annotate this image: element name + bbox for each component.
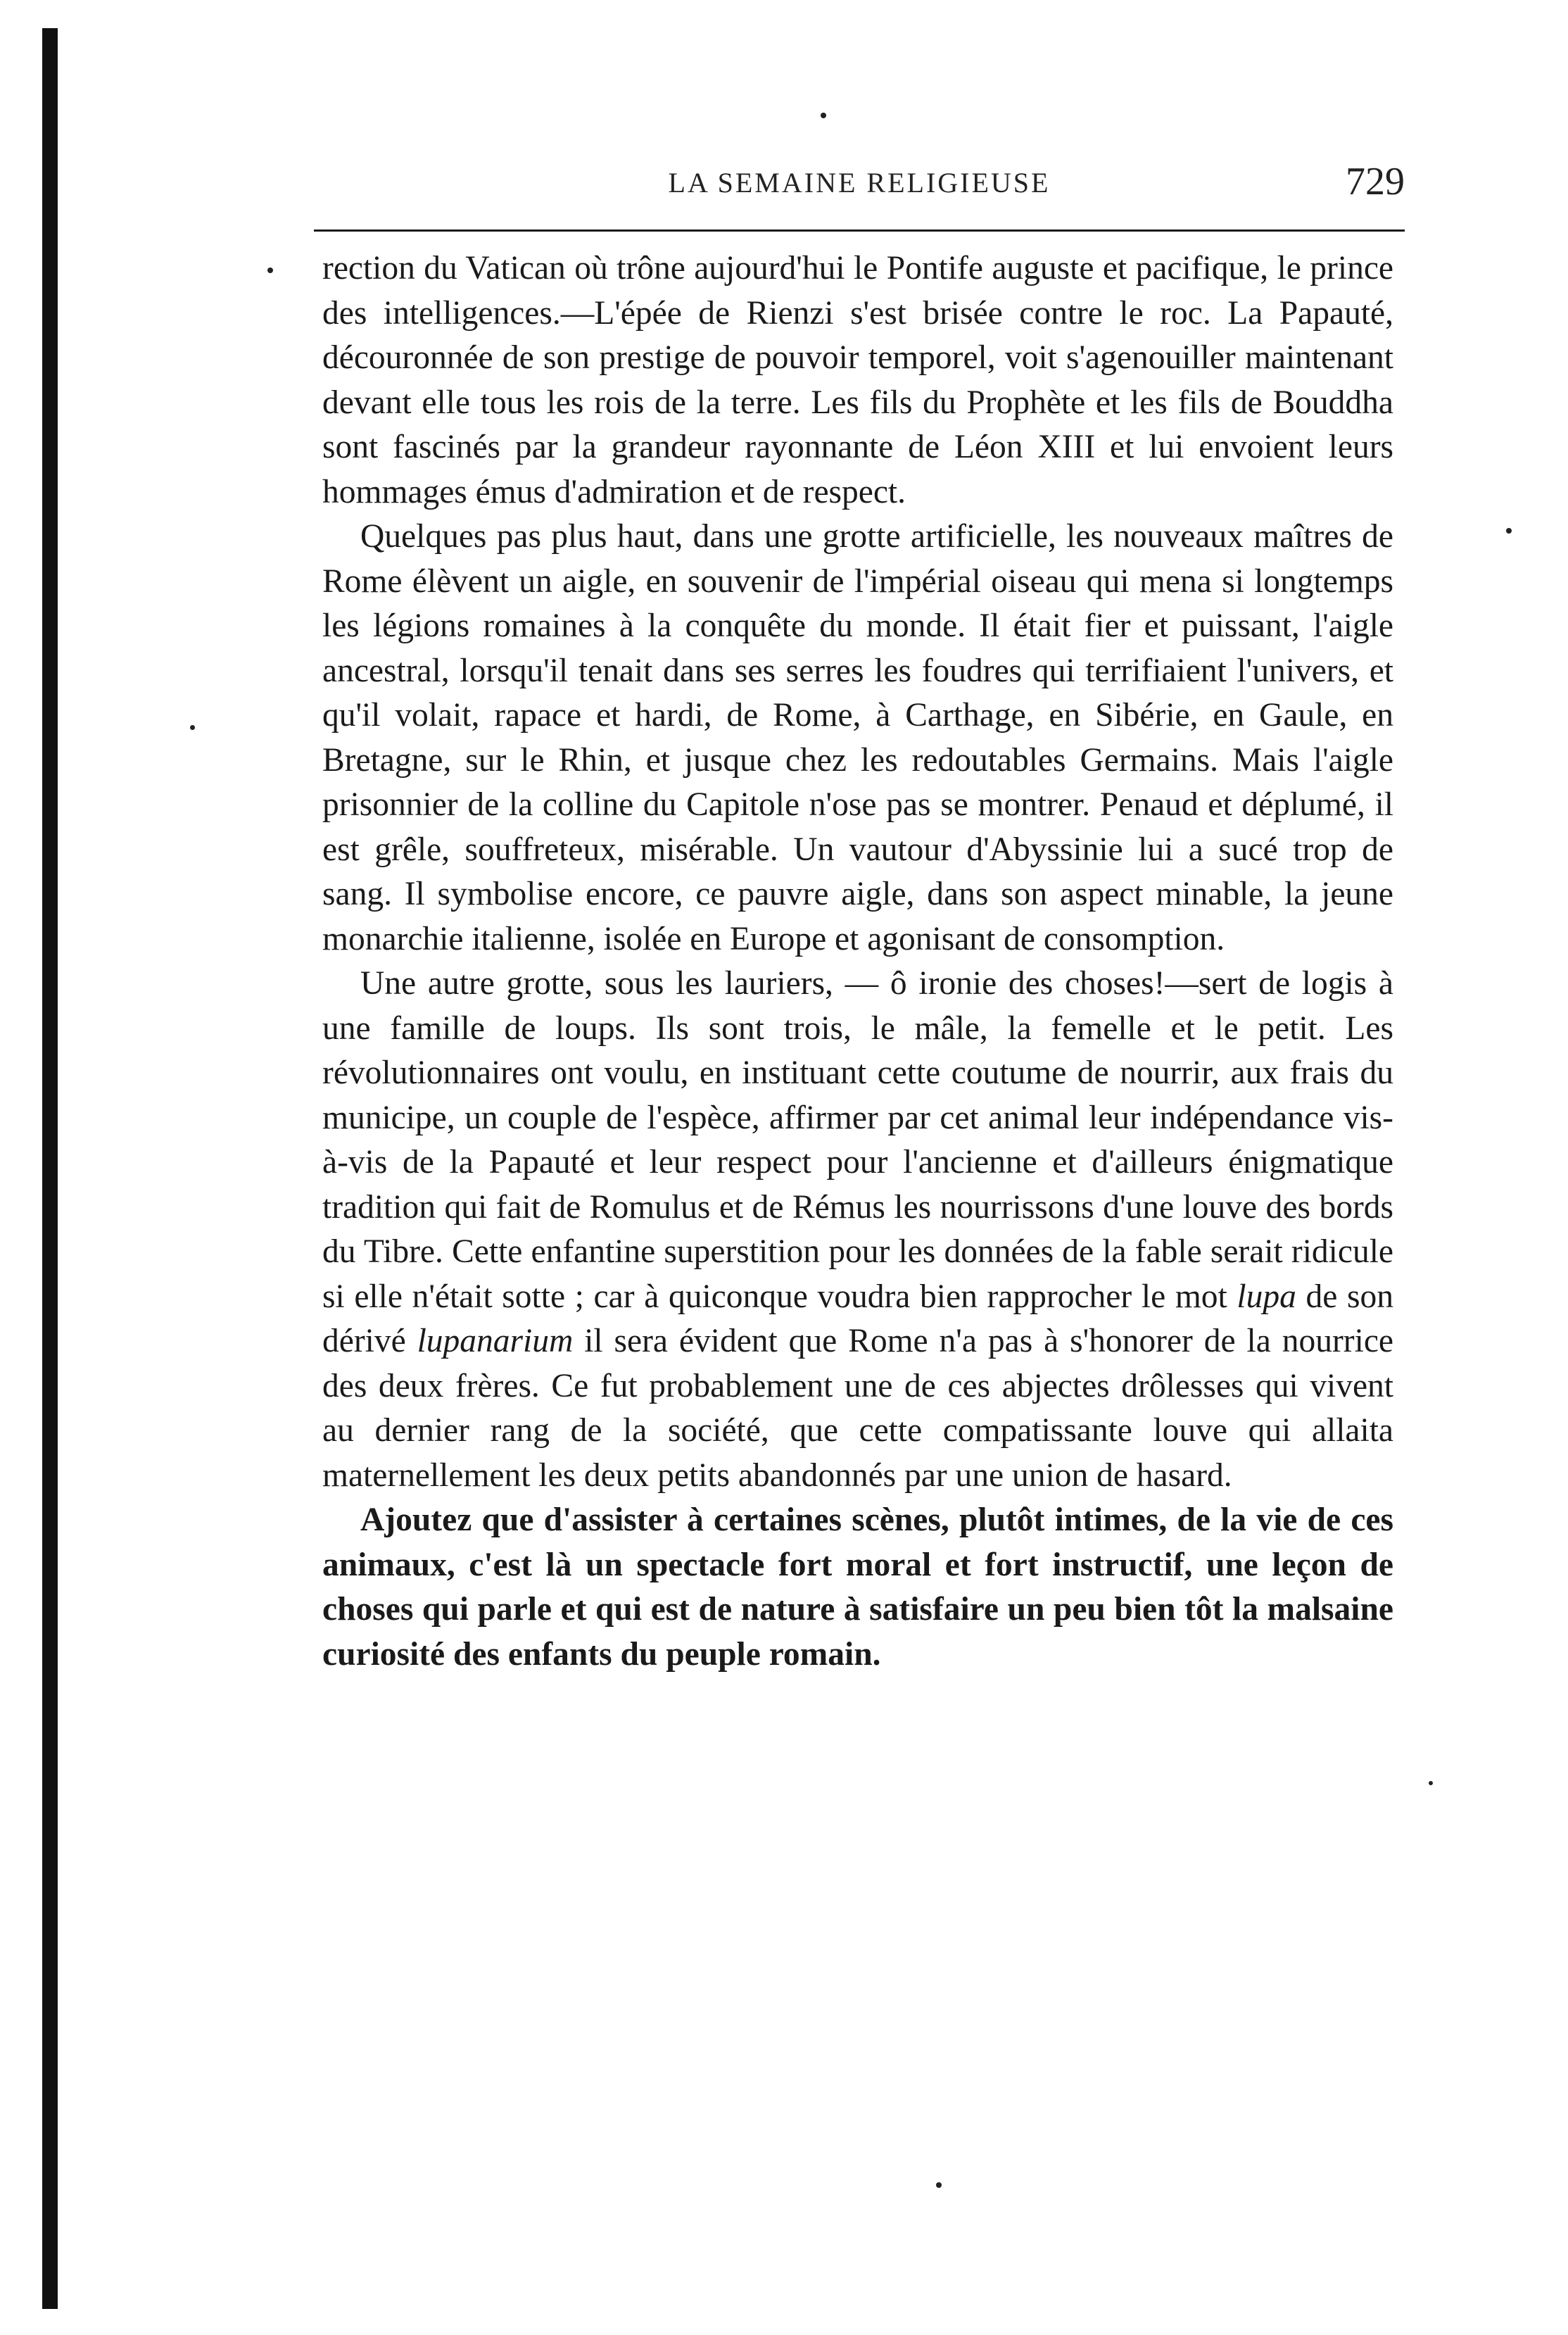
paragraph-2 [322, 515, 1393, 962]
running-head [314, 159, 1405, 208]
paragraph-3 [322, 962, 1393, 1498]
paragraph-4 [322, 1498, 1393, 1677]
print-speck [1429, 1781, 1433, 1785]
latin-word-lupa: lupa [1237, 1278, 1296, 1315]
paragraph-3-text-a: Une autre grotte, sous les lauriers, — ô ironie des choses!—sert de logis à une famille de loups. Ils sont trois, le mâle, la femelle et le petit. Les révolutionnaires ont voulu, en instituant cette coutume de nourrir, aux frais du municipe, un couple de l'espèce, affirmer par cet animal leur indépendance vis-à-vis de la Papauté et leur respect pour l'ancienne et d'ailleurs énigmatique tradition qui fait de Romulus et de Rémus les nourrissons d'une louve des bords du Tibre. Cette enfantine superstition pour les données de la fable serait ridicule si elle n'était sotte ; car à quiconque voudra bien rapprocher le mot [322, 965, 1393, 1315]
running-title: LA SEMAINE RELIGIEUSE [668, 167, 1051, 199]
print-speck [267, 268, 273, 273]
paragraph-1-text: rection du Vatican où trône aujourd'hui le Pontife auguste et pacifique, le prince des intelligences.—L'épée de Rienzi s'est brisée contre le roc. La Papauté, découronnée de son prestige de pouvoir temporel, voit s'agenouiller maintenant devant elle tous les rois de la terre. Les fils du Prophète et les fils de Bouddha sont fascinés par la grandeur rayonnante de Léon XIII et lui envoient leurs hommages émus d'admiration et de respect. [322, 250, 1393, 510]
print-speck [1506, 528, 1512, 534]
paragraph-2-text: Quelques pas plus haut, dans une grotte artificielle, les nouveaux maîtres de Rome élèvent un aigle, en souvenir de l'impérial oiseau qui mena si longtemps les légions romaines à la conquête du monde. Il était fier et puissant, l'aigle ancestral, lorsqu'il tenait dans ses serres les foudres qui terrifiaient l'univers, et qu'il volait, rapace et hardi, de Rome, à Carthage, en Sibérie, en Gaule, en Bretagne, sur le Rhin, et jusque chez les redoutables Germains. Mais l'aigle prisonnier de la colline du Capitole n'ose pas se montrer. Penaud et déplumé, il est grêle, souffreteux, misérable. Un vautour d'Abyssinie lui a sucé trop de sang. Il symbolise encore, ce pauvre aigle, dans son aspect minable, la jeune monarchie italienne, isolée en Europe et agonisant de consomption. [322, 518, 1393, 957]
latin-word-lupanarium: lupanarium [417, 1323, 574, 1359]
binding-edge [42, 28, 58, 2309]
paragraph-3-text-c: il sera évident que Rome n'a pas à s'honorer de la nourrice des deux frères. Ce fut probablement une de ces abjectes drôlesses qui vivent au dernier rang de la société, que cette compatissante louve qui allaita maternellement les deux petits abandonnés par une union de hasard. [322, 1323, 1393, 1494]
print-speck [936, 2182, 942, 2188]
article-body [322, 246, 1393, 1677]
print-speck [821, 113, 826, 118]
paragraph-4-text: Ajoutez que d'assister à certaines scènes, plutôt intimes, de la vie de ces animaux, c'est là un spectacle fort moral et fort instructif, une leçon de choses qui parle et qui est de nature à satisfaire un peu bien tôt la malsaine curiosité des enfants du peuple romain. [322, 1502, 1393, 1673]
print-speck [190, 725, 195, 730]
page-number: 729 [1346, 160, 1405, 203]
paragraph-3-text-b: de son dérivé [322, 1278, 1393, 1359]
header-rule [314, 229, 1405, 232]
paragraph-1 [322, 246, 1393, 515]
